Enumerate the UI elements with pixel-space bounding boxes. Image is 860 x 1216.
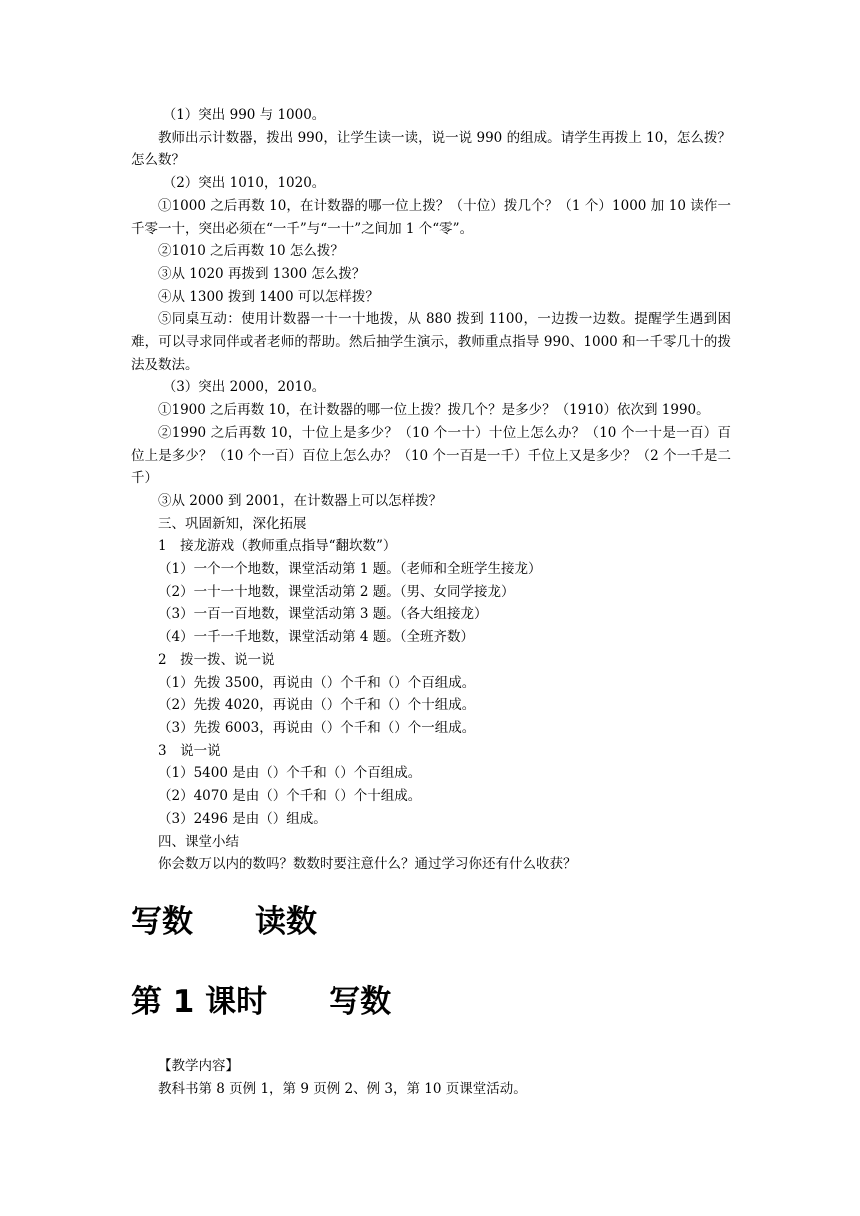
paragraph: 三、巩固新知，深化拓展 [158,515,307,532]
paragraph: ③从 2000 到 2001，在计数器上可以怎样拨？ [158,492,443,509]
paragraph: 你会数万以内的数吗？数数时要注意什么？通过学习你还有什么收获？ [158,856,577,873]
paragraph: （3）一百一百地数，课堂活动第 3 题。（各大组接龙） [158,606,488,623]
teaching-content-label: 【教学内容】 [158,1058,239,1074]
paragraph: （1）一个一个地数，课堂活动第 1 题。（老师和全班学生接龙） [158,561,542,578]
paragraph: （2）突出 1010，1020。 [162,175,326,192]
lesson-heading: 第 1 课时 写数 [131,984,392,1020]
paragraph: ②1990 之后再数 10，十位上是多少？（10 个一十）十位上怎么办？（10 个一十是一百）百位上是多少？（10 个一百）百位上怎么办？（10 个一百是一千）千位上又是多少？（2 个一千是二千） [131,424,731,487]
teaching-content-text: 教科书第 8 页例 1，第 9 页例 2、例 3，第 10 页课堂活动。 [158,1080,527,1097]
paragraph: （1）突出 990 与 1000。 [162,107,326,123]
paragraph: ⑤同桌互动：使用计数器一十一十地拨，从 880 拨到 1100，一边拨一边数。提醒学生遇到困难，可以寻求同伴或者老师的帮助。然后抽学生演示，教师重点指导 990、1000 和一千零几十的拨法及数法。 [131,311,731,373]
paragraph: （1）5400 是由（）个千和（）个百组成。 [158,765,422,782]
paragraph: （2）4070 是由（）个千和（）个十组成。 [158,788,422,805]
paragraph: ②1010 之后再数 10 怎么拨？ [158,243,344,260]
paragraph: （4）一千一千地数，课堂活动第 4 题。（全班齐数） [158,629,475,646]
paragraph: 教师出示计数器，拨出 990，让学生读一读，说一说 990 的组成。请学生再拨上 10，怎么拨？怎么数？ [131,129,731,169]
paragraph: （1）先拨 3500，再说由（）个千和（）个百组成。 [158,674,476,691]
paragraph: （3）先拨 6003，再说由（）个千和（）个一组成。 [158,719,476,736]
paragraph: （3）2496 是由（）组成。 [158,810,327,827]
paragraph: （3）突出 2000，2010。 [162,379,326,396]
paragraph: ①1900 之后再数 10，在计数器的哪一位上拨？拨几个？是多少？（1910）依次到 1990。 [158,402,710,419]
paragraph: ①1000 之后再数 10，在计数器的哪一位上拨？（十位）拨几个？（1 个）1000 加 10 读作一千零一十，突出必须在“一千”与“一十”之间加 1 个“零”。 [131,197,731,237]
paragraph: （2）先拨 4020，再说由（）个千和（）个十组成。 [158,697,476,714]
teaching-content-block [131,1055,731,1100]
paragraph: ③从 1020 再拨到 1300 怎么拨？ [158,265,366,282]
paragraph: 四、课堂小结 [158,833,239,850]
paragraph: ④从 1300 拨到 1400 可以怎样拨？ [158,288,379,305]
section-heading: 写数 读数 [131,904,317,940]
paragraph: 2 拨一拨、说一说 [158,651,275,668]
paragraph: 1 接龙游戏（教师重点指导“翻坎数”） [158,538,397,555]
paragraph: 3 说一说 [158,742,221,759]
lesson-body-text [131,104,731,876]
paragraph: （2）一十一十地数，课堂活动第 2 题。（男、女同学接龙） [158,583,515,600]
